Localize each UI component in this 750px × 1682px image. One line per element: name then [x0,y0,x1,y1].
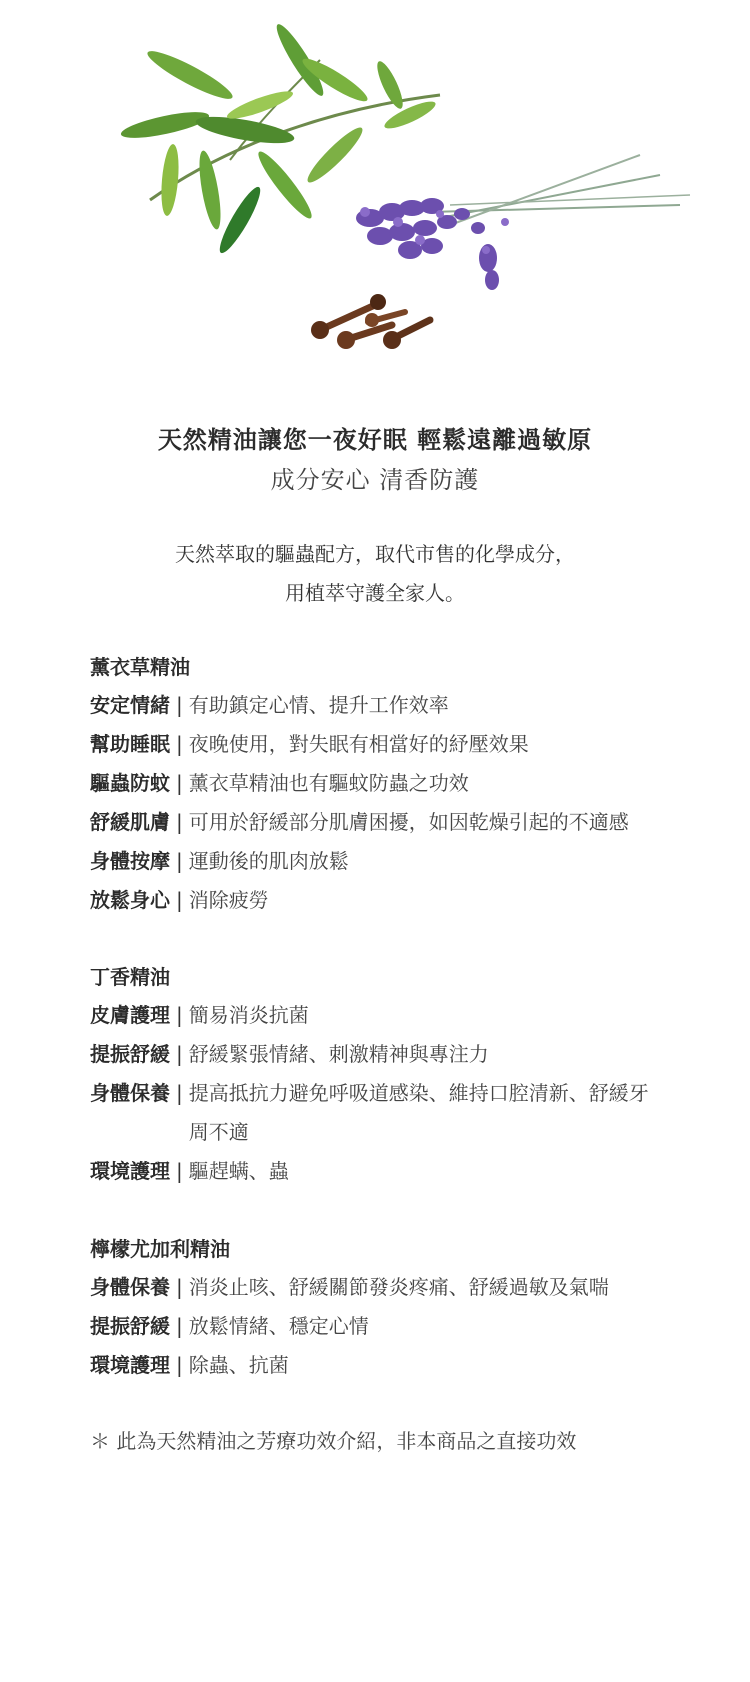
benefit-label: 皮膚護理 [90,1003,170,1027]
benefit-row [90,1074,710,1152]
benefit-row [90,725,710,764]
benefit-desc: 除蟲、抗菌 [188,1353,289,1377]
benefit-row [90,881,710,920]
herbs-illustration [0,0,750,380]
benefit-row [90,1346,710,1385]
benefit-label: 環境護理 [90,1353,170,1377]
separator: | [176,1042,183,1066]
benefit-desc: 消炎止咳、舒緩關節發炎疼痛、舒緩過敏及氣喘 [188,1275,609,1299]
section-title: 丁香精油 [90,965,170,989]
benefit-row [90,1152,710,1191]
separator: | [176,1314,183,1338]
benefit-desc: 放鬆情緒、穩定心情 [188,1314,369,1338]
intro-line-1: 天然萃取的驅蟲配方，取代市售的化學成分， [175,542,575,566]
section-lemon-eucalyptus [90,1230,710,1385]
benefit-row [90,1035,710,1074]
benefit-desc: 消除疲勞 [188,888,269,912]
eucalyptus-sprig [119,20,440,257]
separator: | [176,1081,183,1105]
benefit-row [90,686,710,725]
intro-line-2: 用植萃守護全家人。 [285,581,465,605]
benefit-row [90,1268,710,1307]
benefit-label: 提振舒緩 [90,1042,170,1066]
clove-buds [311,294,430,349]
separator: | [176,693,183,717]
benefit-desc: 提高抵抗力避免呼吸道感染、維持口腔清新、舒緩牙周不適 [188,1081,649,1144]
benefit-label: 驅蟲防蚊 [90,771,170,795]
benefit-label: 放鬆身心 [90,888,170,912]
benefit-label: 身體保養 [90,1081,170,1105]
headline-subtitle: 成分安心 清香防護 [270,466,480,494]
separator: | [176,849,183,873]
separator: | [176,771,183,795]
section-title: 檸檬尤加利精油 [90,1237,230,1261]
benefit-desc: 可用於舒緩部分肌膚困擾，如因乾燥引起的不適感 [188,810,629,834]
benefit-label: 環境護理 [90,1159,170,1183]
separator: | [176,1159,183,1183]
lavender-bunch [356,155,690,290]
benefit-label: 舒緩肌膚 [90,810,170,834]
benefit-desc: 夜晚使用，對失眠有相當好的紓壓效果 [188,732,529,756]
benefit-desc: 薰衣草精油也有驅蚊防蟲之功效 [188,771,469,795]
benefit-label: 身體保養 [90,1275,170,1299]
benefit-label: 提振舒緩 [90,1314,170,1338]
benefit-label: 幫助睡眠 [90,732,170,756]
section-title: 薰衣草精油 [90,655,190,679]
headline-title: 天然精油讓您一夜好眠 輕鬆遠離過敏原 [157,426,593,454]
disclaimer-note: ＊ 此為天然精油之芳療功效介紹，非本商品之直接功效 [90,1429,577,1453]
benefit-desc: 驅趕螨、蟲 [188,1159,289,1183]
separator: | [176,1275,183,1299]
benefit-desc: 運動後的肌肉放鬆 [188,849,349,873]
benefit-row [90,842,710,881]
benefit-row [90,996,710,1035]
separator: | [176,888,183,912]
benefit-label: 安定情緒 [90,693,170,717]
benefit-row [90,764,710,803]
benefit-desc: 舒緩緊張情緒、刺激精神與專注力 [188,1042,489,1066]
benefit-row [90,803,710,842]
benefit-desc: 有助鎮定心情、提升工作效率 [188,693,449,717]
benefit-label: 身體按摩 [90,849,170,873]
section-lavender [90,648,710,920]
benefit-desc: 簡易消炎抗菌 [188,1003,309,1027]
section-clove [90,958,710,1191]
benefit-row [90,1307,710,1346]
separator: | [176,732,183,756]
separator: | [176,1003,183,1027]
separator: | [176,810,183,834]
separator: | [176,1353,183,1377]
